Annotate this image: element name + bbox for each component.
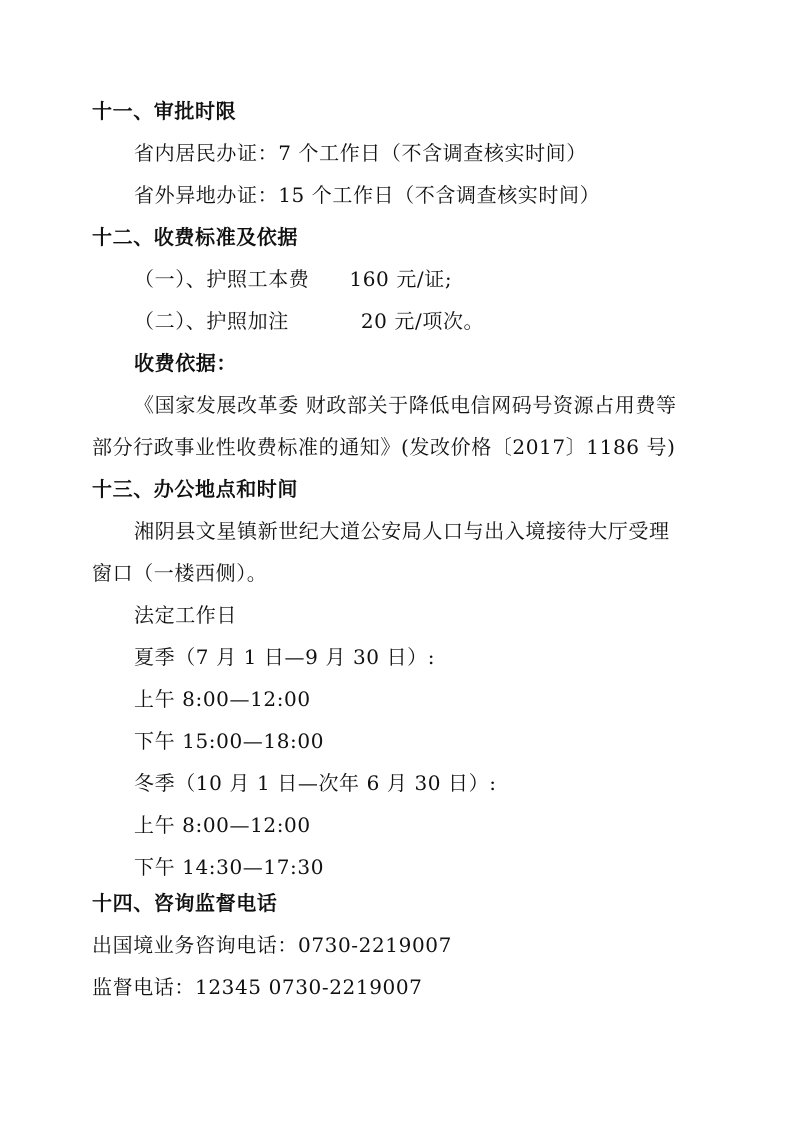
section-12-heading: 十二、收费标准及依据: [92, 225, 298, 249]
fee-basis-line-1: 《国家发展改革委 财政部关于降低电信网码号资源占用费等: [134, 393, 677, 417]
fee-item-endorsement-label: （二）、护照加注: [134, 309, 289, 333]
fee-item-endorsement: [134, 308, 484, 334]
fee-item-passport: [134, 266, 452, 292]
fee-item-passport-value: 160 元/证;: [349, 267, 453, 291]
winter-morning-hours: 上午 8:00—12:00: [134, 813, 311, 837]
office-address-line-1: 湘阴县文星镇新世纪大道公安局人口与出入境接待大厅受理: [134, 519, 670, 543]
section-14-heading: 十四、咨询监督电话: [92, 891, 278, 915]
approval-time-in-province: 省内居民办证：7 个工作日（不含调查核实时间）: [134, 141, 587, 165]
approval-time-out-province: 省外异地办证：15 个工作日（不含调查核实时间）: [134, 183, 601, 207]
consult-phone: 出国境业务咨询电话：0730-2219007: [92, 933, 452, 957]
section-11-heading: 十一、审批时限: [92, 99, 237, 123]
summer-afternoon-hours: 下午 15:00—18:00: [134, 729, 325, 753]
fee-basis-heading: 收费依据：: [134, 351, 237, 375]
supervise-phone: 监督电话：12345 0730-2219007: [92, 975, 423, 999]
summer-morning-hours: 上午 8:00—12:00: [134, 687, 311, 711]
workday-label: 法定工作日: [134, 603, 237, 627]
fee-item-passport-label: （一）、护照工本费: [134, 267, 310, 291]
section-13-heading: 十三、办公地点和时间: [92, 477, 298, 501]
summer-season: 夏季（7 月 1 日—9 月 30 日）:: [134, 645, 436, 669]
office-address-line-2: 窗口（一楼西侧）。: [92, 561, 268, 585]
winter-season: 冬季（10 月 1 日—次年 6 月 30 日）:: [134, 771, 497, 795]
fee-basis-line-2: 部分行政事业性收费标准的通知》(发改价格〔2017〕1186 号): [92, 435, 676, 459]
winter-afternoon-hours: 下午 14:30—17:30: [134, 855, 325, 879]
fee-item-endorsement-value: 20 元/项次。: [360, 309, 485, 333]
